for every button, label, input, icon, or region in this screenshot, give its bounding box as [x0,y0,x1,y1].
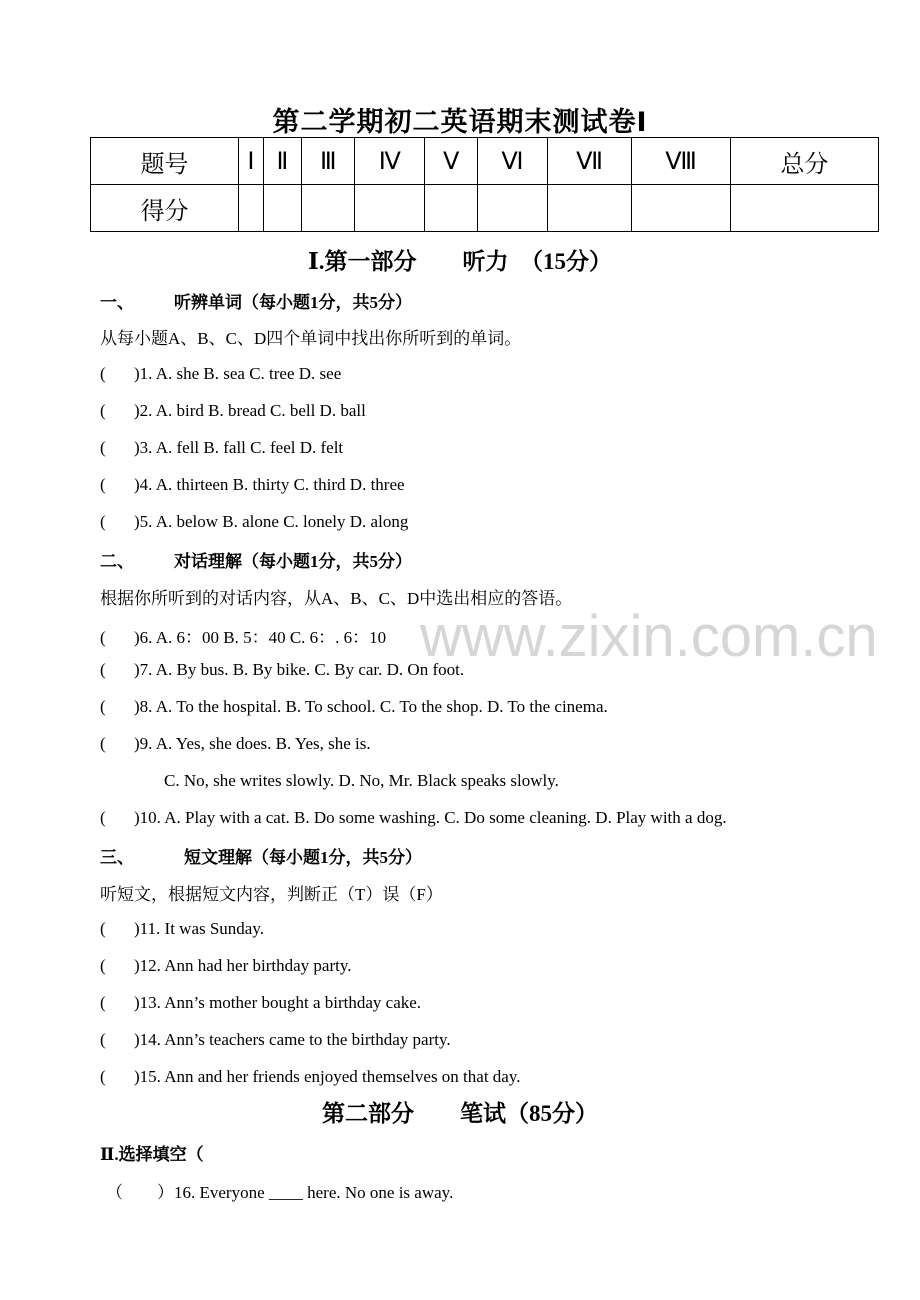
part2-section-heading: Ⅱ.选择填空（ [100,1145,204,1164]
header-cell: Ⅱ [263,138,302,185]
header-cell: 总分 [730,138,878,185]
score-cell [355,185,425,232]
score-cell [547,185,631,232]
question [100,956,351,976]
question-text: )14. Ann’s teachers came to the birthday party. [134,1030,451,1049]
question [100,808,727,828]
section3-heading [100,843,422,868]
header-cell: Ⅰ [239,138,263,185]
answer-paren: ( [100,919,106,938]
section-title: 短文理解（每小题1分，共5分） [184,848,422,867]
header-cell: Ⅳ [355,138,425,185]
section3-instruction: 听短文，根据短文内容，判断正（T）误（F） [100,885,443,904]
question-text: )15. Ann and her friends enjoyed themselves on that day. [134,1067,521,1086]
section-number: 三、 [100,848,134,867]
question [100,919,264,939]
question-text: )1. A. she B. sea C. tree D. see [134,364,342,383]
section2-instruction: 根据你所听到的对话内容，从A、B、C、D中选出相应的答语。 [100,589,573,608]
question-text: )4. A. thirteen B. thirty C. third D. three [134,475,405,494]
question [100,993,421,1013]
question-text: )9. A. Yes, she does. B. Yes, she is. [134,734,371,753]
question [100,623,386,648]
question-text: )5. A. below B. alone C. lonely D. along [134,512,409,531]
question [100,401,366,421]
row-label: 得分 [91,185,239,232]
answer-paren: ( [100,1030,106,1049]
answer-paren: ( [100,697,106,716]
score-cell [425,185,478,232]
header-cell: Ⅷ [632,138,731,185]
question-text: )10. A. Play with a cat. B. Do some washing. C. Do some cleaning. D. Play with a dog. [134,808,727,827]
answer-paren: （ ） [106,1183,174,1202]
header-cell: Ⅲ [302,138,355,185]
answer-paren: ( [100,734,106,753]
question [100,438,343,458]
question [106,1178,453,1203]
part2-heading: 第二部分 笔试（85分） [322,1101,598,1126]
question [100,660,464,680]
header-cell: Ⅶ [547,138,631,185]
question-text: )6. A. 6：00 B. 5：40 C. 6：. 6：10 [134,628,387,647]
question-text: C. No, she writes slowly. D. No, Mr. Black speaks slowly. [164,771,559,790]
score-cell [263,185,302,232]
question [100,1030,451,1050]
question-text: )12. Ann had her birthday party. [134,956,352,975]
watermark: www.zixin.com.cn [420,604,878,669]
question [100,512,408,532]
question-continuation [164,771,559,791]
answer-paren: ( [100,660,106,679]
answer-paren: ( [100,364,106,383]
question [100,697,608,717]
section1-instruction: 从每小题A、B、C、D四个单词中找出你所听到的单词。 [100,329,522,348]
answer-paren: ( [100,628,106,647]
answer-paren: ( [100,475,106,494]
answer-paren: ( [100,438,106,457]
answer-paren: ( [100,1067,106,1086]
score-cell [239,185,263,232]
question-text: )3. A. fell B. fall C. feel D. felt [134,438,344,457]
answer-paren: ( [100,512,106,531]
section-title: 听辨单词（每小题1分，共5分） [174,293,412,312]
answer-paren: ( [100,401,106,420]
question [100,734,371,754]
score-table-header-row [91,138,879,185]
answer-paren: ( [100,993,106,1012]
part1-heading: Ⅰ.第一部分 听力 （15分） [307,249,612,274]
score-cell [302,185,355,232]
header-cell: Ⅵ [478,138,548,185]
question-text: )8. A. To the hospital. B. To school. C. To the shop. D. To the cinema. [134,697,608,716]
question [100,1067,521,1087]
score-table-score-row [91,185,879,232]
answer-paren: ( [100,808,106,827]
question-text: )13. Ann’s mother bought a birthday cake. [134,993,422,1012]
section2-heading [100,547,412,572]
score-cell [730,185,878,232]
score-table [90,137,879,232]
answer-paren: ( [100,956,106,975]
question-text: 16. Everyone ____ here. No one is away. [174,1183,454,1202]
section1-heading [100,288,412,313]
question-text: )2. A. bird B. bread C. bell D. ball [134,401,366,420]
question [100,364,341,384]
section-number: 二、 [100,552,134,571]
question-text: )11. It was Sunday. [134,919,264,938]
question-text: )7. A. By bus. B. By bike. C. By car. D. On foot. [134,660,465,679]
question [100,475,405,495]
score-cell [478,185,548,232]
header-cell: 题号 [91,138,239,185]
section-number: 一、 [100,293,134,312]
document-title: 第二学期初二英语期末测试卷Ⅰ [272,107,648,138]
section-title: 对话理解（每小题1分，共5分） [174,552,412,571]
header-cell: Ⅴ [425,138,478,185]
score-cell [632,185,731,232]
